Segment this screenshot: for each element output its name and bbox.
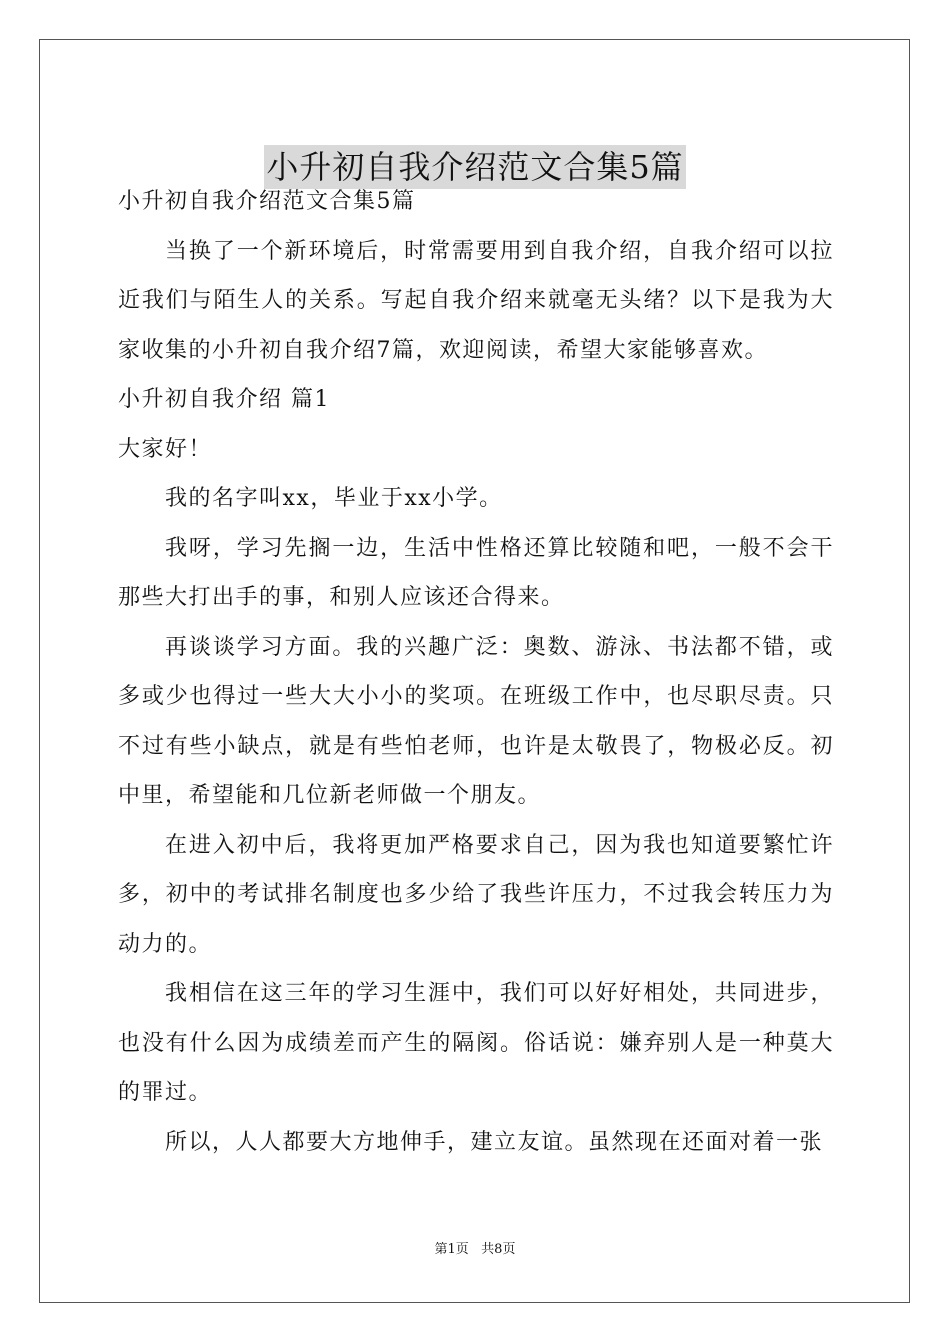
paragraph-7: 在进入初中后，我将更加严格要求自己，因为我也知道要繁忙许多，初中的考试排名制度也多少给了我些许压力，不过我会转压力为动力的。	[118, 832, 834, 957]
paragraph-9: 所以，人人都要大方地伸手，建立友谊。虽然现在还面对着一张	[165, 1129, 824, 1155]
page-footer: 第1页 共8页	[434, 1242, 516, 1257]
paragraph-1: 当换了一个新环境后，时常需要用到自我介绍，自我介绍可以拉近我们与陌生人的关系。写起自我介绍来就毫无头绪？以下是我为大家收集的小升初自我介绍7篇，欢迎阅读，希望大家能够喜欢。	[118, 238, 834, 363]
paragraph-5: 我呀，学习先搁一边，生活中性格还算比较随和吧，一般不会干那些大打出手的事，和别人应该还合得来。	[118, 535, 834, 610]
document-title: 小升初自我介绍范文合集5篇	[264, 145, 685, 189]
paragraph-4: 我的名字叫xx，毕业于xx小学。	[165, 486, 503, 511]
paragraph-0: 小升初自我介绍范文合集5篇	[118, 189, 416, 214]
document-body	[118, 177, 834, 1167]
paragraph-6: 再谈谈学习方面。我的兴趣广泛：奥数、游泳、书法都不错，或多或少也得过一些大大小小的奖项。在班级工作中，也尽职尽责。只不过有些小缺点，就是有些怕老师，也许是太敬畏了，物极必反。初中里，希望能和几位新老师做一个朋友。	[118, 634, 834, 808]
paragraph-8: 我相信在这三年的学习生涯中，我们可以好好相处，共同进步，也没有什么因为成绩差而产生的隔阂。俗话说：嫌弃别人是一种莫大的罪过。	[118, 981, 834, 1105]
section-heading: 小升初自我介绍 篇1	[118, 387, 330, 412]
greeting: 大家好！	[118, 436, 213, 462]
